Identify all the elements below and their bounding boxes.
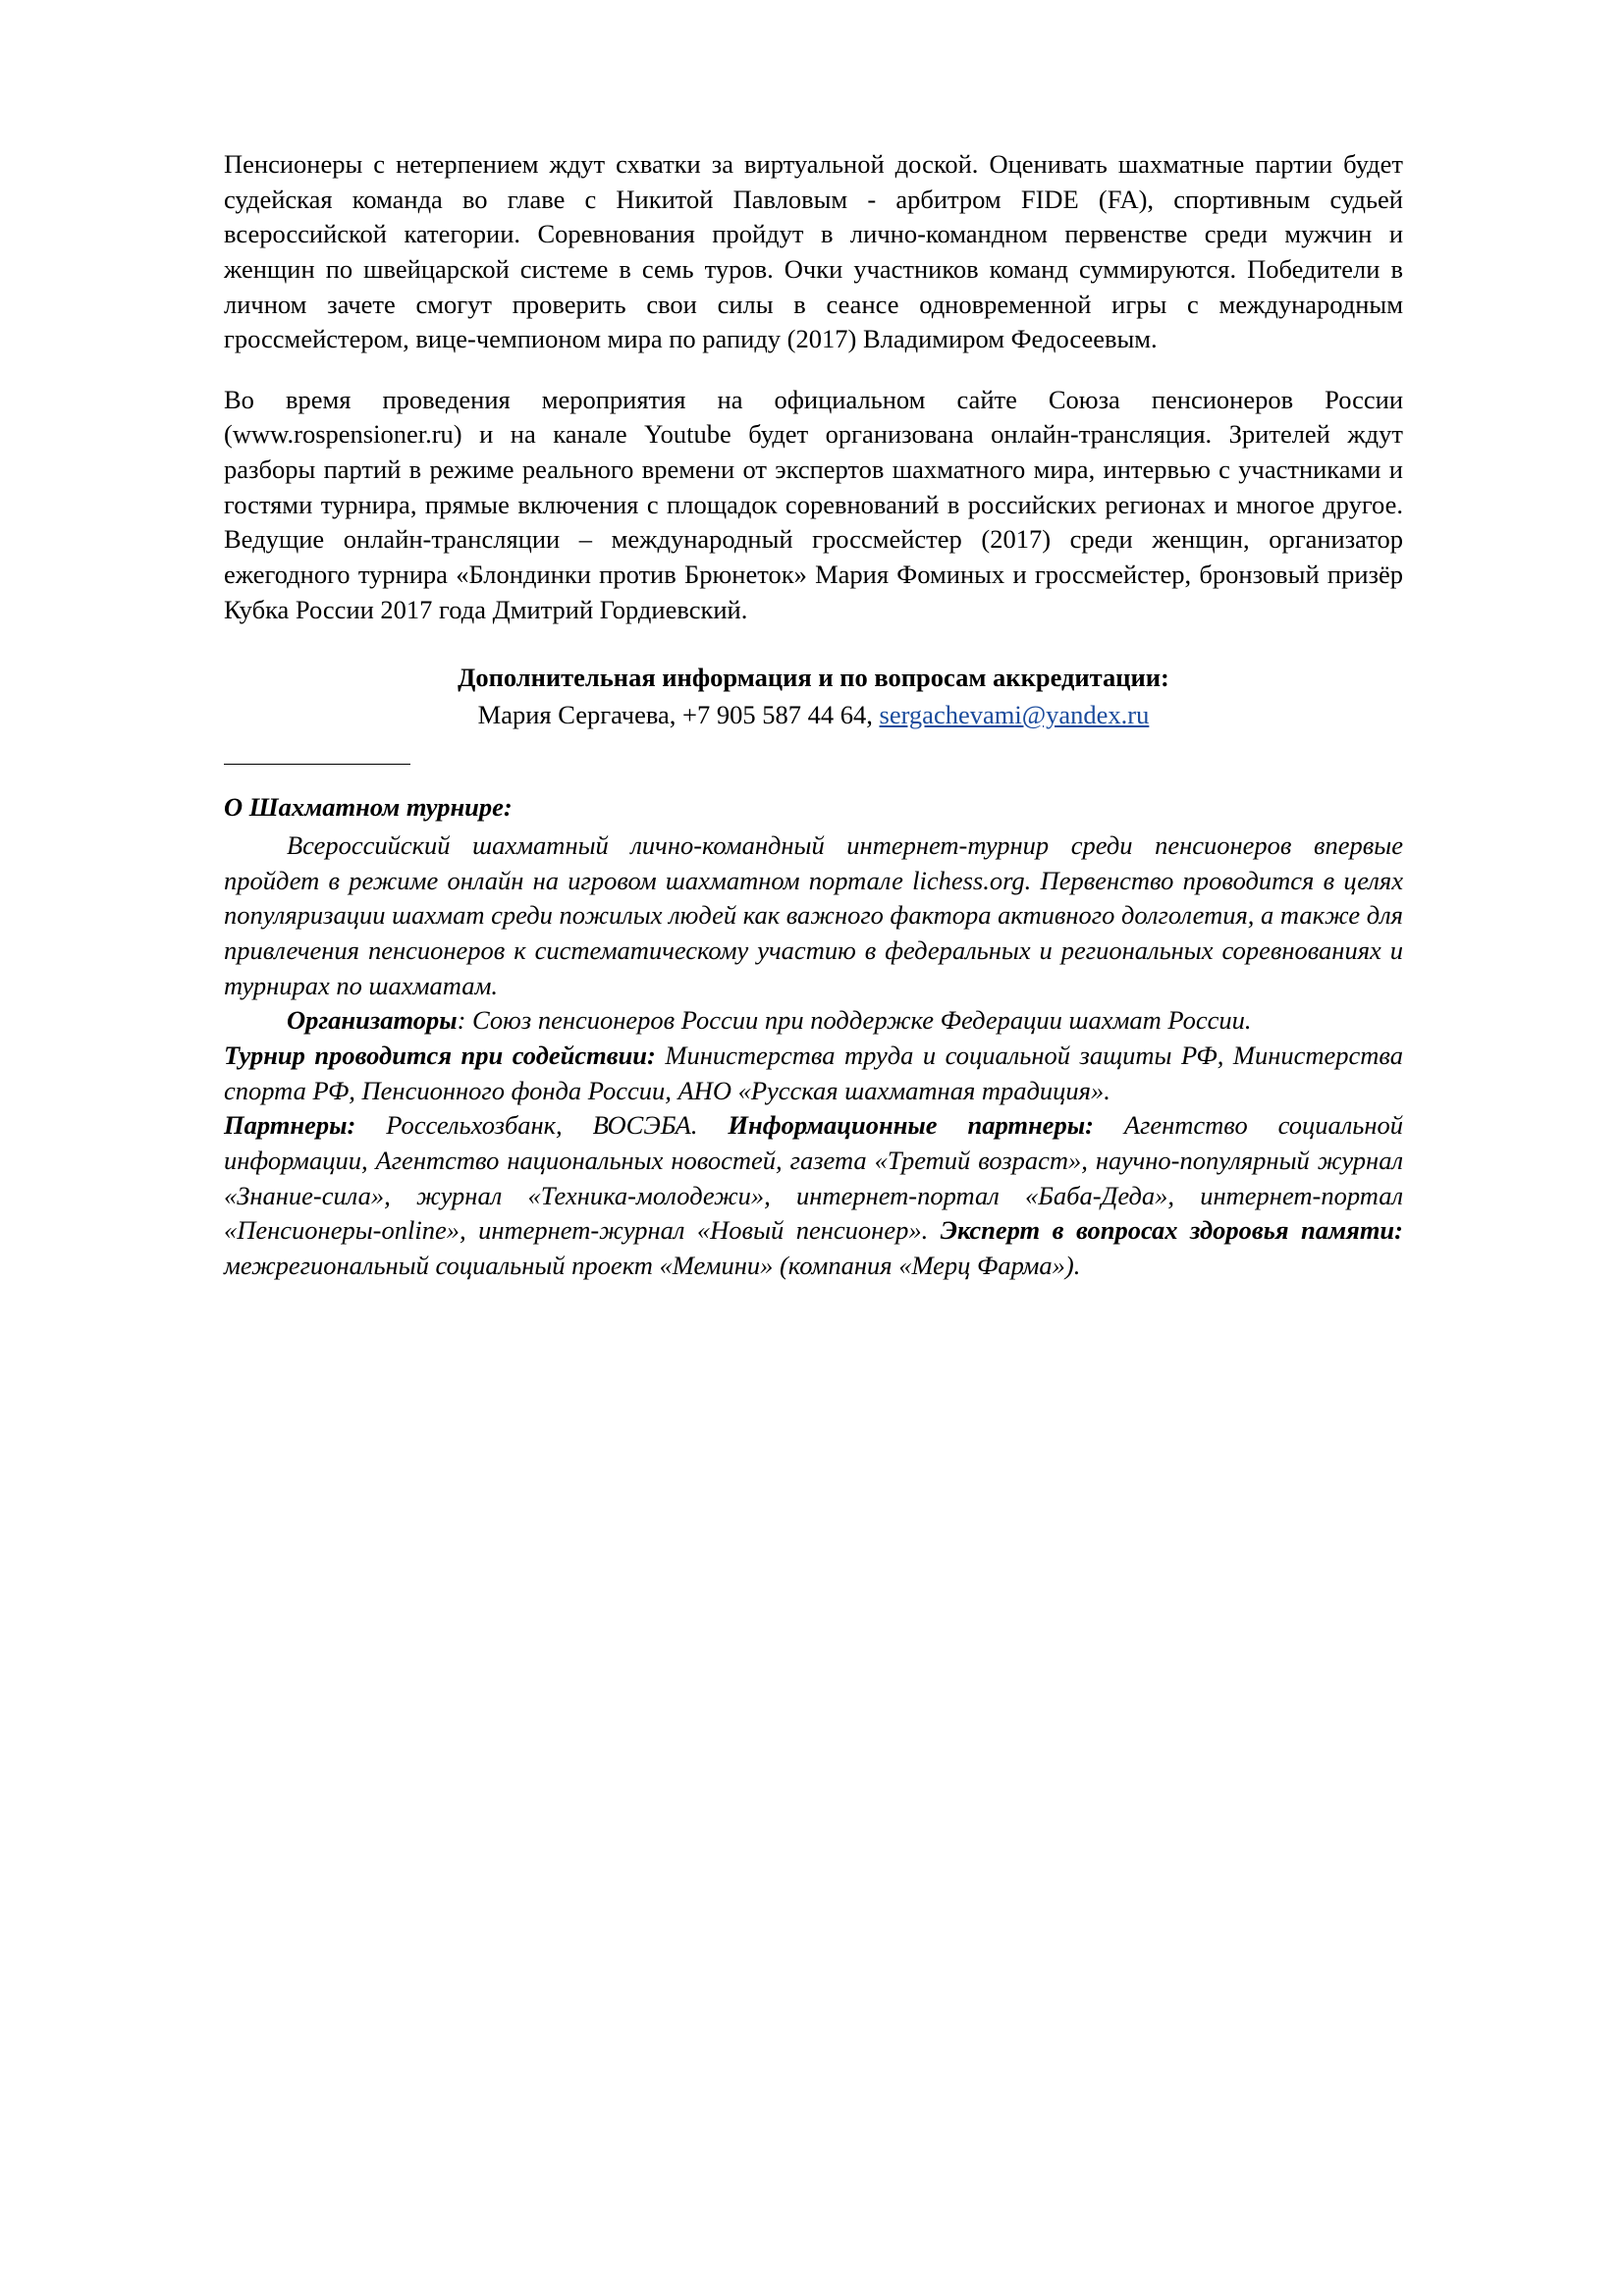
about-section: [224, 790, 1403, 1284]
about-support: [224, 1039, 1403, 1108]
contact-email-link[interactable]: sergachevami@yandex.ru: [879, 700, 1150, 730]
contact-block: [224, 661, 1403, 733]
organizers-label: Организаторы: [287, 1005, 458, 1036]
expert-label: Эксперт в вопросах здоровья памяти:: [940, 1215, 1403, 1246]
contact-line: [224, 696, 1403, 733]
contact-title: Дополнительная информация и по вопросам аккредитации:: [458, 663, 1169, 693]
about-organizers: [224, 1003, 1403, 1039]
support-text: Министерства труда и социальной защиты РФ, Министерства спорта РФ, Пенсионного фонда России, АНО «Русская шахматная традиция».: [224, 1041, 1403, 1105]
info-partners-text: Агентство социальной информации, Агентство национальных новостей, газета «Третий возраст», научно-популярный журнал «Знание-сила», журнал «Техника-молодежи», интернет-портал «Баба-Деда», интернет-портал «Пенсионеры-online», интернет-журнал «Новый пенсионер».: [224, 1110, 1403, 1246]
paragraph-judges: Пенсионеры с нетерпением ждут схватки за виртуальной доской. Оценивать шахматные партии будет судейская команда во главе с Никитой Павловым - арбитром FIDE (FA), спортивным судьей всероссийской категории. Соревнования пройдут в лично-командном первенстве среди мужчин и женщин по швейцарской системе в семь туров. Очки участников команд суммируются. Победители в личном зачете смогут проверить свои силы в сеансе одновременной игры с международным гроссмейстером, вице-чемпионом мира по рапиду (2017) Владимиром Федосеевым.: [224, 149, 1403, 354]
contact-name-phone: Мария Сергачева, +7 905 587 44 64,: [477, 700, 880, 730]
horizontal-rule: [224, 764, 410, 765]
paragraph-broadcast: Во время проведения мероприятия на официальном сайте Союза пенсионеров России (www.rospensioner.ru) и на канале Youtube будет организована онлайн-трансляция. Зрителей ждут разборы партий в режиме реального времени от экспертов шахматного мира, интервью с участниками и гостями турнира, прямые включения с площадок соревнований в российских регионах и многое другое. Ведущие онлайн-трансляции – международный гроссмейстер (2017) среди женщин, организатор ежегодного турнира «Блондинки против Брюнеток» Мария Фоминых и гроссмейстер, бронзовый призёр Кубка России 2017 года Дмитрий Гордиевский.: [224, 384, 1403, 624]
info-partners-label: Информационные партнеры:: [728, 1110, 1094, 1141]
about-heading: О Шахматном турнире:: [224, 791, 513, 822]
organizers-text: : Союз пенсионеров России при поддержке Федерации шахмат России.: [457, 1005, 1252, 1036]
about-intro: Всероссийский шахматный лично-командный интернет-турнир среди пенсионеров впервые пройдет в режиме онлайн на игровом шахматном портале lichess.org. Первенство проводится в целях популяризации шахмат среди пожилых людей как важного фактора активного долголетия, а также для привлечения пенсионеров к систематическому участию в федеральных и региональных соревнованиях и турнирах по шахматам.: [224, 830, 1403, 1000]
about-partners: [224, 1108, 1403, 1283]
partners-text: Россельхозбанк, ВОСЭБА.: [355, 1110, 729, 1141]
partners-label: Партнеры:: [224, 1110, 356, 1141]
support-label: Турнир проводится при содействии:: [224, 1041, 656, 1070]
expert-text: межрегиональный социальный проект «Мемини» (компания «Мерц Фарма»).: [224, 1250, 1081, 1280]
